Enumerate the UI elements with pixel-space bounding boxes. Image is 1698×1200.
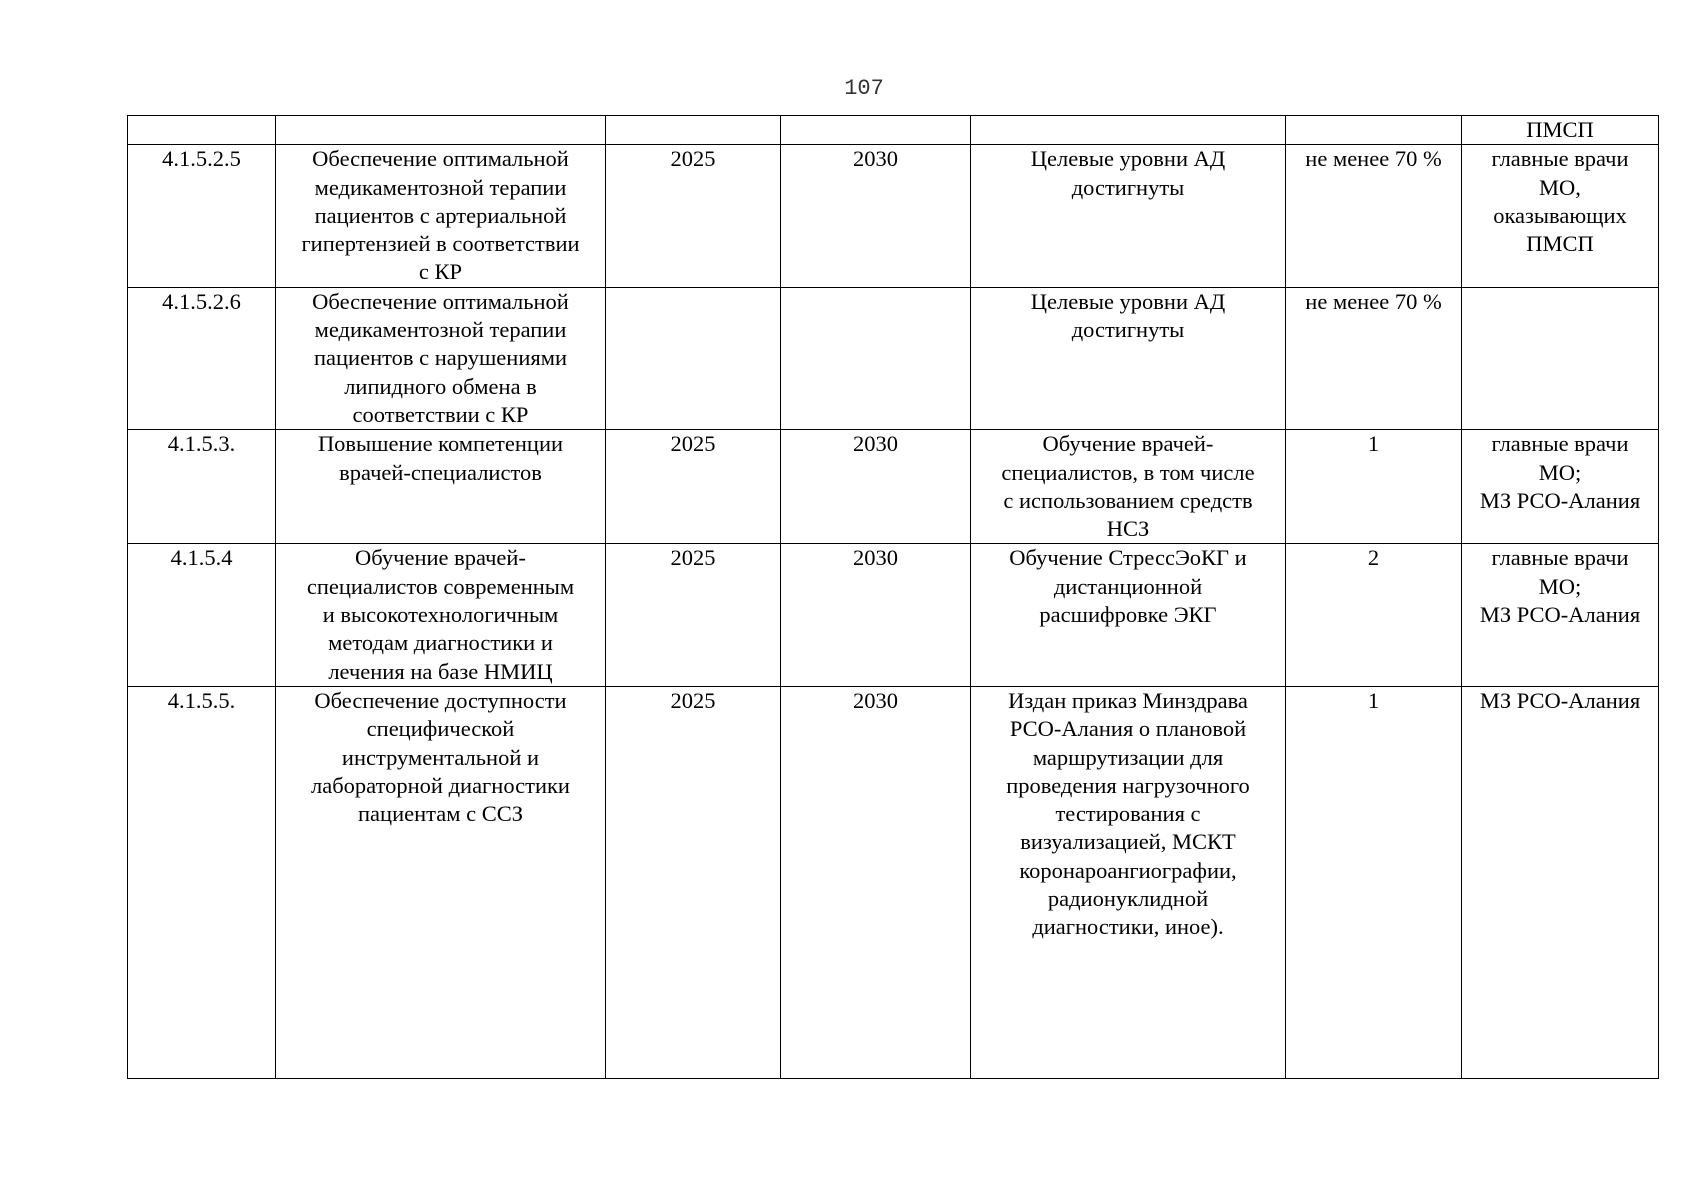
cell-indicator — [1286, 287, 1462, 429]
cell-activity — [276, 686, 606, 1078]
cell-number-text: 4.1.5.4 — [170, 545, 233, 571]
cell-result-text: Целевые уровни АД достигнуты — [1030, 288, 1226, 343]
cell-number — [128, 544, 276, 686]
cell-end-year-text: 2030 — [853, 687, 898, 713]
cell-result — [971, 287, 1286, 429]
table-row — [128, 686, 1659, 1078]
cell-number — [128, 686, 276, 1078]
cell-result-text: Издан приказ Минздрава РСО-Алания о плановой маршрутизации для проведения нагрузочного тестирования с визуализацией, МСКТ коронароангиографии, радионуклидной диагностики, иное). — [1006, 687, 1250, 940]
cell-start-year — [606, 430, 781, 544]
cell-activity-text: Обеспечение доступности специфической инструментальной и лабораторной диагностики пациентам с ССЗ — [311, 687, 570, 827]
cell-end-year-text: 2030 — [853, 431, 898, 457]
cell-responsible-text: главные врачи МО; МЗ РСО-Алания — [1479, 431, 1641, 513]
cell-responsible-text: главные врачи МО; МЗ РСО-Алания — [1479, 545, 1641, 628]
cell-number — [128, 287, 276, 429]
cell-indicator-text: не менее 70 % — [1305, 146, 1442, 172]
cell-end-year — [781, 116, 971, 145]
table-row — [128, 430, 1659, 544]
table-row — [128, 116, 1659, 145]
cell-start-year-text: 2025 — [670, 545, 716, 571]
cell-end-year — [781, 287, 971, 429]
cell-end-year — [781, 430, 971, 544]
cell-result — [971, 686, 1286, 1078]
cell-responsible — [1462, 145, 1659, 287]
cell-activity-text: Обучение врачей- специалистов современным и высокотехнологичным методам диагностики и лечения на базе НМИЦ — [306, 545, 575, 684]
cell-number-text: 4.1.5.2.5 — [162, 146, 241, 172]
cell-number — [128, 145, 276, 287]
cell-activity — [276, 430, 606, 544]
cell-end-year — [781, 544, 971, 686]
cell-result-text: Целевые уровни АД достигнуты — [1030, 146, 1226, 200]
cell-result — [971, 116, 1286, 145]
cell-result — [971, 430, 1286, 544]
cell-indicator-text: 1 — [1367, 431, 1380, 457]
cell-activity — [276, 544, 606, 686]
cell-indicator — [1286, 430, 1462, 544]
cell-indicator — [1286, 544, 1462, 686]
page-number: 107 — [844, 76, 884, 101]
cell-indicator-text: 1 — [1367, 687, 1380, 713]
cell-number — [128, 116, 276, 145]
cell-activity-text: Повышение компетенции врачей-специалистов — [317, 431, 564, 485]
cell-number — [128, 430, 276, 544]
table-row — [128, 544, 1659, 686]
cell-start-year-text: 2025 — [670, 687, 716, 713]
cell-activity — [276, 287, 606, 429]
cell-activity-text: Обеспечение оптимальной медикаментозной терапии пациентов с нарушениями липидного обмена в соответствии с КР — [312, 288, 569, 427]
table-row — [128, 287, 1659, 429]
cell-activity — [276, 116, 606, 145]
cell-responsible — [1462, 287, 1659, 429]
cell-start-year — [606, 116, 781, 145]
cell-start-year — [606, 287, 781, 429]
cell-start-year — [606, 544, 781, 686]
cell-end-year — [781, 145, 971, 287]
cell-responsible-text: главные врачи МО, оказывающих ПМСП — [1491, 146, 1629, 257]
cell-indicator — [1286, 145, 1462, 287]
cell-start-year-text: 2025 — [670, 431, 716, 457]
cell-result — [971, 544, 1286, 686]
cell-responsible — [1462, 686, 1659, 1078]
cell-start-year — [606, 686, 781, 1078]
cell-responsible — [1462, 430, 1659, 544]
cell-responsible — [1462, 116, 1659, 145]
cell-responsible — [1462, 544, 1659, 686]
cell-result-text: Обучение врачей- специалистов, в том числе с использованием средств НСЗ — [1001, 431, 1255, 542]
cell-result-text: Обучение СтрессЭоКГ и дистанционной расшифровке ЭКГ — [1009, 545, 1247, 628]
cell-indicator — [1286, 116, 1462, 145]
cell-indicator-text: 2 — [1367, 545, 1380, 571]
cell-activity-text: Обеспечение оптимальной медикаментозной терапии пациентов с артериальной гипертензией в соответствии с КР — [301, 146, 580, 285]
cell-activity — [276, 145, 606, 287]
cell-number-text: 4.1.5.2.6 — [162, 288, 241, 314]
cell-number-text: 4.1.5.3. — [167, 431, 236, 457]
cell-start-year-text: 2025 — [670, 146, 716, 172]
cell-indicator — [1286, 686, 1462, 1078]
cell-end-year-text: 2030 — [853, 146, 898, 172]
table-row — [128, 145, 1659, 287]
cell-number-text: 4.1.5.5. — [167, 687, 236, 713]
cell-indicator-text: не менее 70 % — [1305, 288, 1442, 314]
cell-result — [971, 145, 1286, 287]
cell-start-year — [606, 145, 781, 287]
cell-responsible-text: ПМСП — [1526, 117, 1594, 142]
cell-end-year-text: 2030 — [853, 545, 898, 571]
plan-table — [127, 115, 1659, 1079]
cell-responsible-text: МЗ РСО-Алания — [1479, 687, 1641, 713]
cell-end-year — [781, 686, 971, 1078]
